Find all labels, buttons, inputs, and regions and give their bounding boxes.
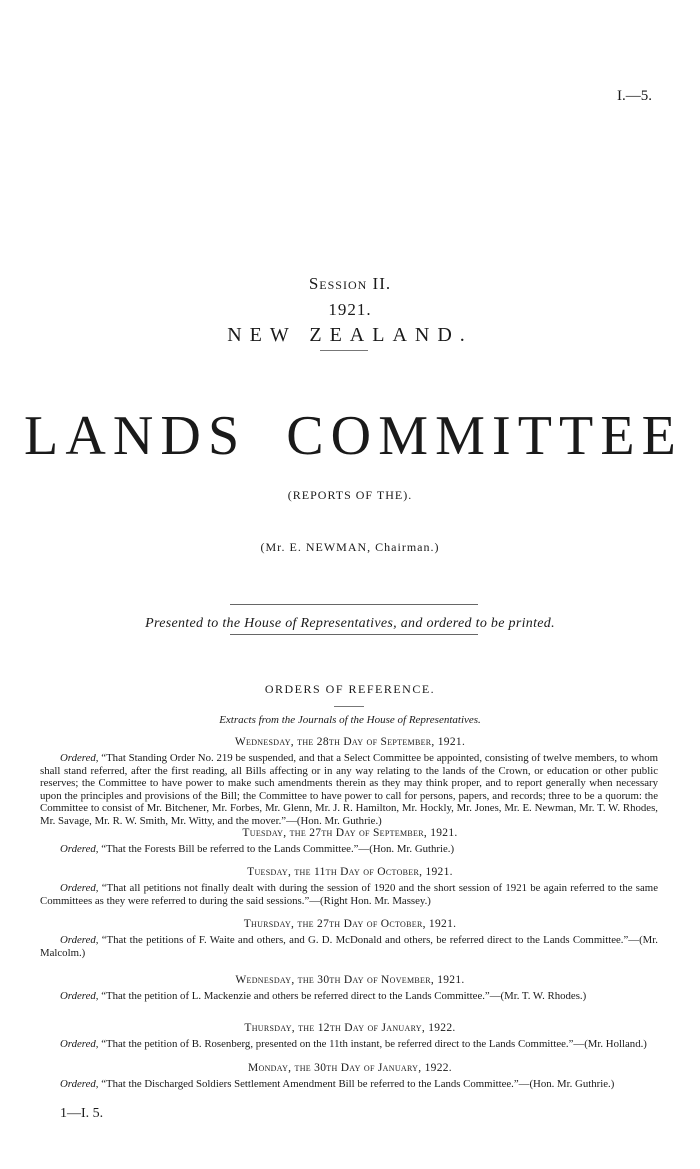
title-letter: E xyxy=(641,405,676,467)
divider-rule xyxy=(230,634,478,635)
entry-date: Wednesday, the 30th Day of November, 1921. xyxy=(235,974,465,986)
title-letter: M xyxy=(378,405,428,467)
entry-date: Thursday, the 27th Day of October, 1921. xyxy=(243,918,457,930)
ordered-word: Ordered, xyxy=(60,1078,99,1090)
title-letter: L xyxy=(24,405,59,467)
title-letter: N xyxy=(112,405,154,467)
divider-rule xyxy=(230,604,478,605)
entry-text: “That the petition of L. Mackenzie and others be referred direct to the Lands Committee.”—(Mr. T. W. Rhodes.) xyxy=(101,990,587,1002)
entry-paragraph xyxy=(40,1078,658,1091)
divider-rule xyxy=(334,706,364,707)
main-title xyxy=(24,404,676,468)
ordered-word: Ordered, xyxy=(60,1038,99,1050)
page-reference: I.—5. xyxy=(617,88,652,104)
presented-line: Presented to the House of Representatives, and ordered to be printed. xyxy=(145,616,555,631)
entry-date: Thursday, the 12th Day of January, 1922. xyxy=(244,1022,456,1034)
entry-paragraph xyxy=(40,934,658,959)
entry-paragraph xyxy=(40,752,658,828)
ordered-word: Ordered, xyxy=(60,752,99,764)
entry-paragraph xyxy=(40,843,658,856)
entry-date: Wednesday, the 28th Day of September, 1921. xyxy=(234,736,466,748)
entry-text: “That the Discharged Soldiers Settlement Amendment Bill be referred to the Lands Committee.”—(Hon. Mr. Guthrie.) xyxy=(101,1078,615,1090)
title-letter: T xyxy=(559,405,594,467)
entry-text: “That the petitions of F. Waite and others, and G. D. McDonald and others, be referred direct to the Lands Committee.”—(Mr. Malcolm.) xyxy=(40,934,658,959)
entry-date: Tuesday, the 11th Day of October, 1921. xyxy=(247,866,453,878)
subtitle: (REPORTS OF THE). xyxy=(287,488,413,502)
ordered-word: Ordered, xyxy=(60,882,99,894)
title-letter: O xyxy=(330,405,372,467)
entry-text: “That all petitions not finally dealt with during the session of 1920 and the short session of 1921 be again referred to the same Committees as they were referred to during the said sessions.”—(Right Hon. Mr. Massey.) xyxy=(40,882,658,907)
chairman-line: (Mr. E. NEWMAN, Chairman.) xyxy=(260,540,440,554)
entry-paragraph xyxy=(40,882,658,907)
title-letter: M xyxy=(435,405,485,467)
title-letter: I xyxy=(491,405,511,467)
entry-text: “That the Forests Bill be referred to the Lands Committee.”—(Hon. Mr. Guthrie.) xyxy=(101,843,455,855)
extracts-line: Extracts from the Journals of the House of Representatives. xyxy=(219,714,481,726)
ordered-word: Ordered, xyxy=(60,843,99,855)
title-letter: C xyxy=(286,405,324,467)
entry-paragraph xyxy=(40,990,658,1003)
entry-date: Monday, the 30th Day of January, 1922. xyxy=(248,1062,452,1074)
ordered-word: Ordered, xyxy=(60,990,99,1002)
country-heading: NEW ZEALAND. xyxy=(227,324,473,346)
entry-paragraph xyxy=(40,1038,658,1051)
title-letter: S xyxy=(207,405,240,467)
title-letter: E xyxy=(600,405,635,467)
session-heading: Session II. xyxy=(308,274,392,293)
title-letter: A xyxy=(65,405,106,467)
ordered-word: Ordered, xyxy=(60,934,99,946)
entry-text: “That the petition of B. Rosenberg, presented on the 11th instant, be referred direct to the Lands Committee.”—(Mr. Holland.) xyxy=(101,1038,647,1050)
entry-text: “That Standing Order No. 219 be suspended, and that a Select Committee be appointed, consisting of twelve members, to whom shall stand referred, after the first reading, all Bills affecting or in any way relating to the lands of the Crown, or education or other public reserves; the Committee to have power to make such amendments therein as they may think proper, and to report generally when necessary upon the principles and provisions of the Bill; the Committee to have power to call for persons, papers, and records; three to be a quorum: the Committee to consist of Mr. Bitchener, Mr. Forbes, Mr. Glenn, Mr. J. R. Hamilton, Mr. Hockly, Mr. Jones, Mr. E. Newman, Mr. T. W. Rhodes, Mr. Savage, Mr. R. W. Smith, Mr. Witty, and the mover.”—(Hon. Mr. Guthrie.) xyxy=(40,752,658,827)
title-letter: T xyxy=(517,405,552,467)
page-footer: 1—I. 5. xyxy=(60,1106,104,1121)
title-letter: D xyxy=(160,405,201,467)
entry-date: Tuesday, the 27th Day of September, 1921. xyxy=(242,827,458,839)
divider-rule xyxy=(320,350,368,351)
year-heading: 1921. xyxy=(328,300,372,319)
orders-heading: ORDERS OF REFERENCE. xyxy=(264,682,436,696)
